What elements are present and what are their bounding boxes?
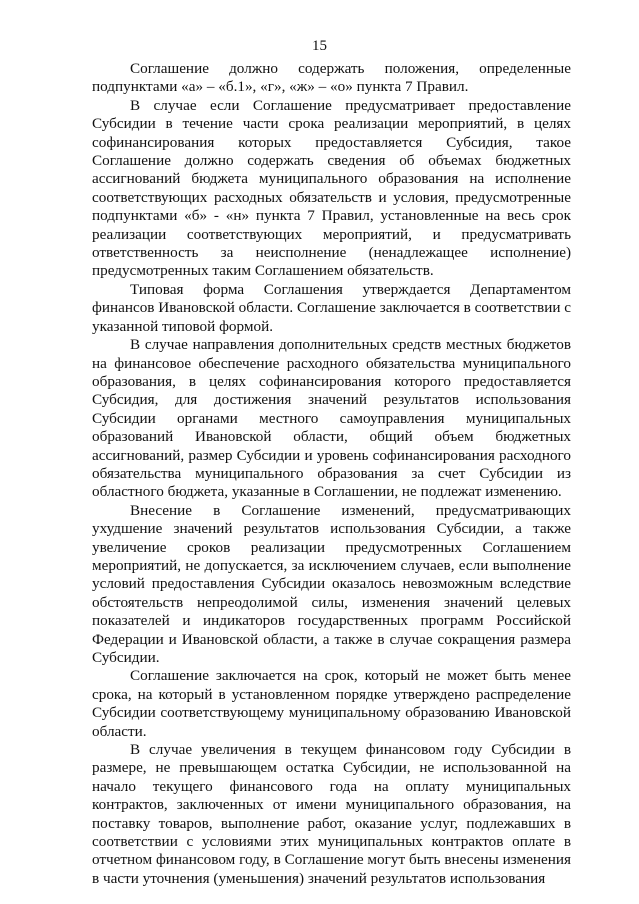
document-body [92, 60, 571, 888]
paragraph-additional-local-funds: В случае направления дополнительных средств местных бюджетов на финансовое обеспечение расходного обязательства муниципального образования, в целях софинансирования которого предоставляется Субсидия, для достижения значений результатов использования Субсидии органами местного самоуправления муниципальных образований Ивановской области, общий объем бюджетных ассигнований, размер Субсидии и уровень софинансирования расходного обязательства муниципального образования за счет Субсидии из областного бюджета, указанные в Соглашении, не подлежат изменению. [92, 336, 571, 501]
paragraph-subsidy-increase: В случае увеличения в текущем финансовом году Субсидии в размере, не превышающем остатка Субсидии, не использованной на начало текущего финансового года на оплату муниципальных контрактов, заключенных от имени муниципального образования, на поставку товаров, выполнение работ, оказание услуг, подлежавших в соответствии с условиями этих муниципальных контрактов оплате в отчетном финансовом году, в Соглашение могут быть внесены изменения в части уточнения (уменьшения) значений результатов использования [92, 741, 571, 887]
page-number: 15 [312, 38, 327, 54]
paragraph-partial-term-subsidy: В случае если Соглашение предусматривает предоставление Субсидии в течение части срока реализации мероприятий, в целях софинансирования которых предоставляется Субсидия, такое Соглашение должно содержать сведения об объемах бюджетных ассигнований бюджета муниципального образования на исполнение соответствующих расходных обязательств и условия, предусмотренные подпунктами «б» - «н» пункта 7 Правил, установленные на весь срок реализации соответствующих мероприятий, и предусматривать ответственность за неисполнение (ненадлежащее исполнение) предусмотренных таким Соглашением обязательств. [92, 96, 571, 280]
paragraph-amendments: Внесение в Соглашение изменений, предусматривающих ухудшение значений результатов использования Субсидии, а также увеличение сроков реализации предусмотренных Соглашением мероприятий, не допускается, за исключением случаев, если выполнение условий предоставления Субсидии оказалось невозможным вследствие обстоятельств непреодолимой силы, изменения значений целевых показателей и индикаторов государственных программ Российской Федерации и Ивановской области, а также в случае сокращения размера Субсидии. [92, 501, 571, 666]
paragraph-agreement-term: Соглашение заключается на срок, который не может быть менее срока, на который в установленном порядке утверждено распределение Субсидии соответствующему муниципальному образованию Ивановской области. [92, 667, 571, 740]
paragraph-agreement-provisions: Соглашение должно содержать положения, определенные подпунктами «а» – «б.1», «г», «ж» – «о» пункта 7 Правил. [92, 60, 571, 96]
paragraph-standard-form: Типовая форма Соглашения утверждается Департаментом финансов Ивановской области. Соглашение заключается в соответствии с указанной типовой формой. [92, 280, 571, 335]
